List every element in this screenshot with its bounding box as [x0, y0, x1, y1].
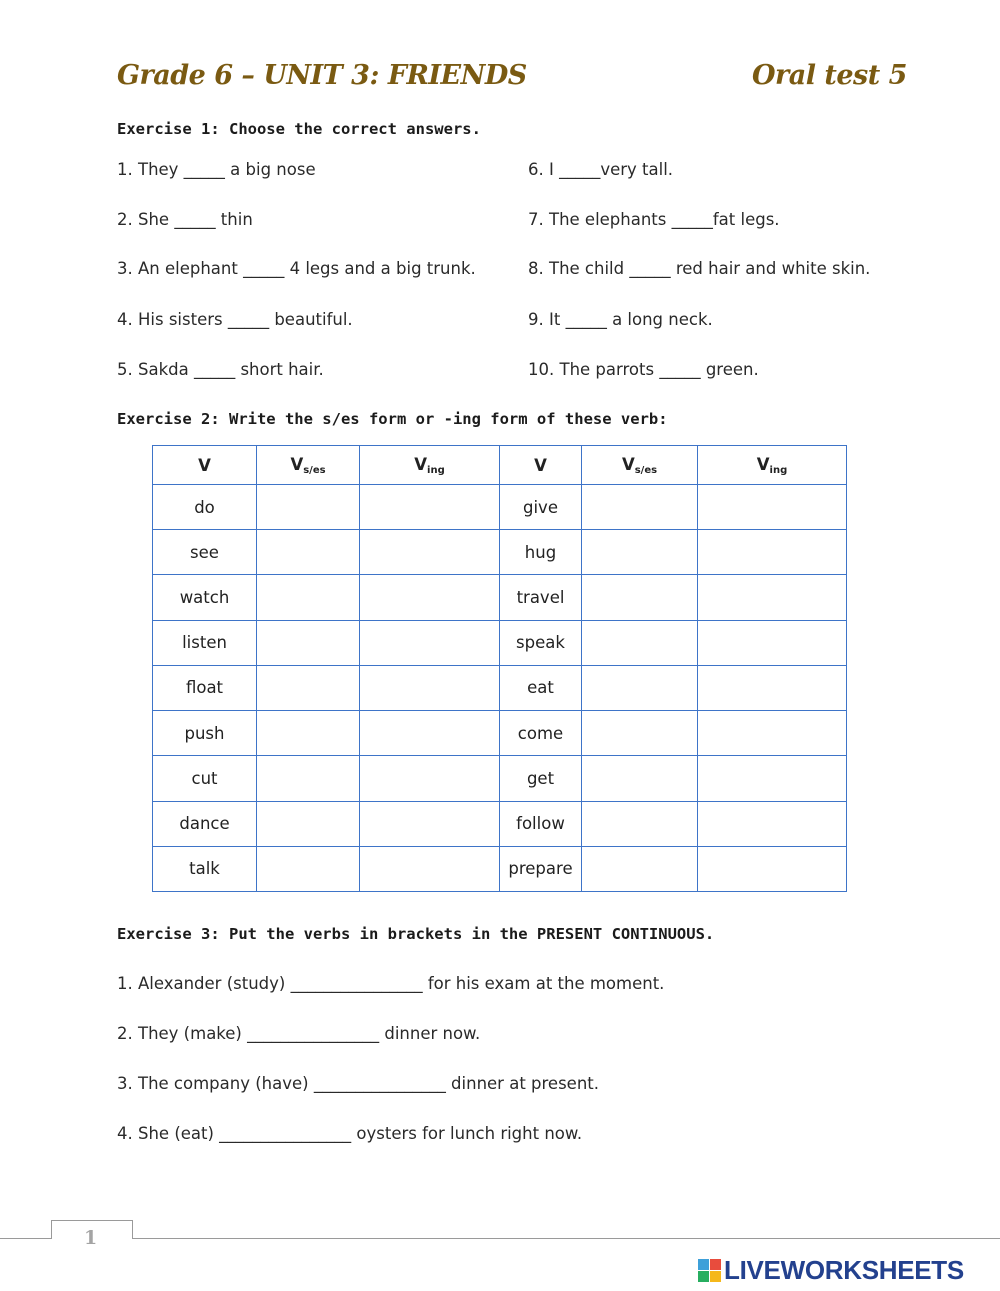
ex1-question: 2. She _____ thin	[117, 210, 253, 229]
exercise-2-heading: Exercise 2: Write the s/es form or -ing form of these verb:	[117, 410, 668, 428]
verb-cell: give	[500, 485, 582, 530]
verb-cell: listen	[153, 620, 257, 665]
logo-square	[710, 1271, 721, 1282]
table-row	[153, 756, 847, 801]
answer-cell-ing[interactable]	[698, 711, 847, 756]
answer-cell-s-es[interactable]	[582, 620, 698, 665]
answer-cell-ing[interactable]	[360, 801, 500, 846]
liveworksheets-brand	[698, 1255, 964, 1286]
answer-cell-ing[interactable]	[698, 846, 847, 891]
answer-cell-s-es[interactable]	[582, 711, 698, 756]
answer-cell-ing[interactable]	[360, 711, 500, 756]
table-row	[153, 801, 847, 846]
exercise-3-heading: Exercise 3: Put the verbs in brackets in the PRESENT CONTINUOUS.	[117, 925, 715, 943]
answer-cell-s-es[interactable]	[257, 620, 360, 665]
ex1-question: 8. The child _____ red hair and white skin.	[528, 259, 871, 278]
verb-cell: do	[153, 485, 257, 530]
footer-divider	[0, 1238, 1000, 1239]
answer-cell-s-es[interactable]	[582, 846, 698, 891]
answer-cell-s-es[interactable]	[582, 756, 698, 801]
ex1-question: 4. His sisters _____ beautiful.	[117, 310, 353, 329]
answer-cell-ing[interactable]	[360, 846, 500, 891]
ex3-question: 3. The company (have) ________________ dinner at present.	[117, 1074, 600, 1093]
answer-cell-ing[interactable]	[360, 485, 500, 530]
answer-cell-ing[interactable]	[360, 665, 500, 710]
table-row	[153, 575, 847, 620]
answer-cell-s-es[interactable]	[257, 711, 360, 756]
answer-cell-s-es[interactable]	[257, 756, 360, 801]
table-row	[153, 485, 847, 530]
verb-cell: travel	[500, 575, 582, 620]
answer-cell-ing[interactable]	[698, 620, 847, 665]
answer-cell-s-es[interactable]	[582, 665, 698, 710]
worksheet-title: Grade 6 – UNIT 3: FRIENDS	[117, 60, 527, 91]
verb-cell: get	[500, 756, 582, 801]
verb-cell: speak	[500, 620, 582, 665]
verb-forms-table	[152, 445, 847, 892]
header-s-es-form: $V_{s/es}$	[582, 446, 698, 485]
ex3-question: 2. They (make) ________________ dinner now.	[117, 1024, 481, 1043]
verb-cell: cut	[153, 756, 257, 801]
verb-cell: float	[153, 665, 257, 710]
header-verb: V	[500, 446, 582, 485]
answer-cell-ing[interactable]	[698, 665, 847, 710]
verb-cell: prepare	[500, 846, 582, 891]
ex1-question: 6. I _____very tall.	[528, 160, 674, 179]
answer-cell-s-es[interactable]	[257, 846, 360, 891]
verb-cell: dance	[153, 801, 257, 846]
answer-cell-s-es[interactable]	[257, 575, 360, 620]
verb-cell: hug	[500, 530, 582, 575]
header-ing-form: $V_{ing}$	[360, 446, 500, 485]
ex1-question: 3. An elephant _____ 4 legs and a big trunk.	[117, 259, 476, 278]
verb-cell: eat	[500, 665, 582, 710]
ex3-question: 1. Alexander (study) ________________ for his exam at the moment.	[117, 974, 665, 993]
header-s-es-form: $V_{s/es}$	[257, 446, 360, 485]
logo-square	[710, 1259, 721, 1270]
table-row	[153, 665, 847, 710]
liveworksheets-logo-icon	[698, 1259, 721, 1282]
table-header-row	[153, 446, 847, 485]
test-label: Oral test 5	[752, 60, 907, 91]
answer-cell-ing[interactable]	[698, 801, 847, 846]
answer-cell-ing[interactable]	[698, 485, 847, 530]
answer-cell-s-es[interactable]	[257, 665, 360, 710]
answer-cell-s-es[interactable]	[582, 485, 698, 530]
ex3-question: 4. She (eat) ________________ oysters for lunch right now.	[117, 1124, 583, 1143]
logo-square	[698, 1271, 709, 1282]
answer-cell-ing[interactable]	[698, 575, 847, 620]
answer-cell-s-es[interactable]	[582, 575, 698, 620]
verb-cell: come	[500, 711, 582, 756]
verb-cell: see	[153, 530, 257, 575]
answer-cell-s-es[interactable]	[257, 801, 360, 846]
ex1-question: 7. The elephants _____fat legs.	[528, 210, 780, 229]
header-ing-form: $V_{ing}$	[698, 446, 847, 485]
ex1-question: 10. The parrots _____ green.	[528, 360, 759, 379]
answer-cell-s-es[interactable]	[257, 530, 360, 575]
verb-cell: talk	[153, 846, 257, 891]
header-verb: V	[153, 446, 257, 485]
answer-cell-ing[interactable]	[360, 620, 500, 665]
logo-square	[698, 1259, 709, 1270]
exercise-1-heading: Exercise 1: Choose the correct answers.	[117, 120, 481, 138]
answer-cell-s-es[interactable]	[257, 485, 360, 530]
answer-cell-ing[interactable]	[360, 756, 500, 801]
answer-cell-ing[interactable]	[698, 530, 847, 575]
table-row	[153, 711, 847, 756]
answer-cell-s-es[interactable]	[582, 530, 698, 575]
ex1-question: 5. Sakda _____ short hair.	[117, 360, 324, 379]
ex1-question: 1. They _____ a big nose	[117, 160, 316, 179]
ex1-question: 9. It _____ a long neck.	[528, 310, 713, 329]
answer-cell-ing[interactable]	[698, 756, 847, 801]
answer-cell-ing[interactable]	[360, 575, 500, 620]
table-row	[153, 530, 847, 575]
brand-name: LIVEWORKSHEETS	[724, 1255, 964, 1285]
answer-cell-s-es[interactable]	[582, 801, 698, 846]
verb-cell: watch	[153, 575, 257, 620]
answer-cell-ing[interactable]	[360, 530, 500, 575]
page-number: 1	[84, 1227, 98, 1249]
table-row	[153, 620, 847, 665]
verb-cell: push	[153, 711, 257, 756]
verb-cell: follow	[500, 801, 582, 846]
table-row	[153, 846, 847, 891]
